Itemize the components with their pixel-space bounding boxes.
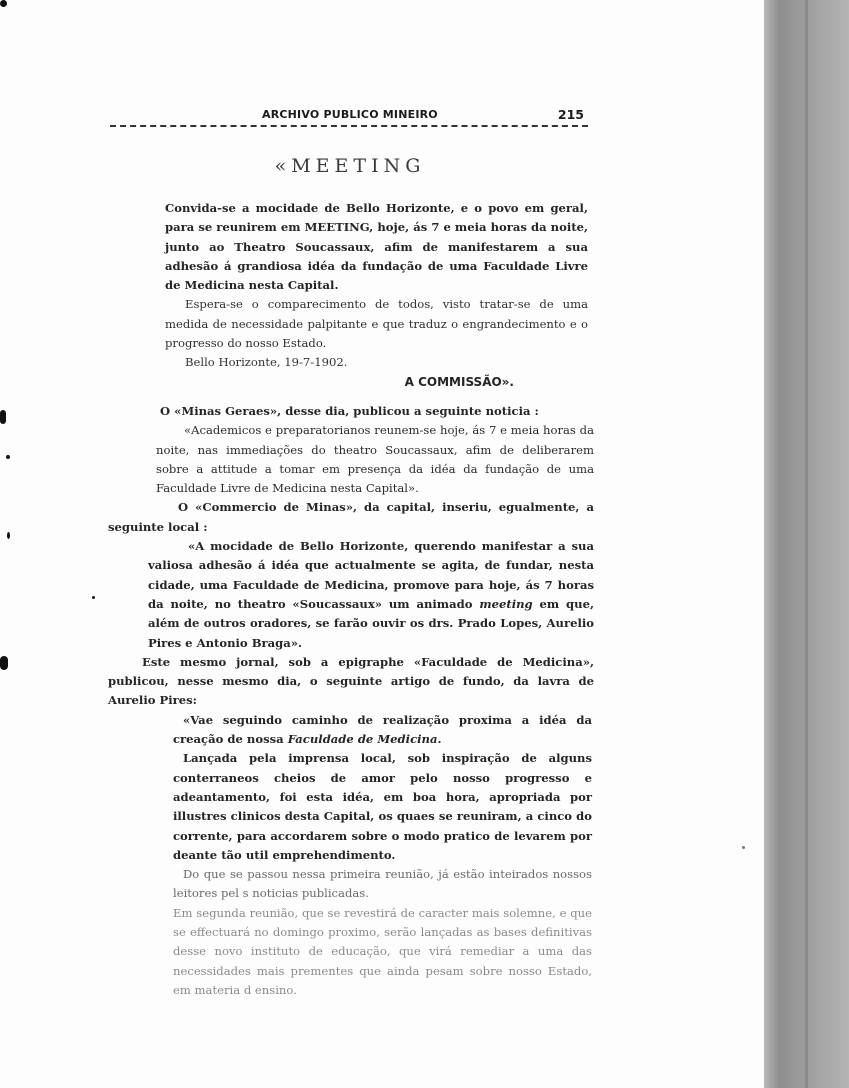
document-text	[108, 199, 594, 1000]
quoted-paragraph: Lançada pela imprensa local, sob inspiração de alguns conterraneos cheios de amor pelo nosso progresso e adeantamento, foi esta idéa, em boa hora, apropriada por illustres clinicos desta Capital, os quaes se reuniram, a cinco do corrente, para accordarem sobre o modo pratico de levarem por deante tão util emprehendimento.	[173, 751, 592, 862]
scan-speck	[742, 846, 745, 849]
section-title: «MEETING	[274, 155, 426, 177]
scan-speck	[0, 0, 7, 7]
scan-speck	[6, 455, 10, 459]
quoted-paragraph	[108, 537, 594, 653]
paragraph: O «Minas Geraes», desse dia, publicou a seguinte noticia :	[160, 403, 539, 418]
invitation-paragraph: Convida-se a mocidade de Bello Horizonte, e o povo em geral, para se reunirem em MEETING, hoje, ás 7 e meia horas da noite, junto ao Theatro Soucassaux, afim de manifestarem a sua adhesão á grandiosa idéa da fundação de uma Faculdade Livre de Medicina nesta Capital.	[165, 201, 588, 293]
scan-speck	[92, 596, 95, 599]
place-date: Bello Horizonte, 19-7-1902.	[185, 355, 348, 370]
signature: A COMMISSÃO».	[404, 374, 514, 389]
quote-text: «Vae seguindo caminho de realização proxima a idéa da creação de nossa	[173, 712, 592, 747]
scan-speck	[0, 656, 8, 670]
header-rule	[110, 125, 588, 127]
quoted-paragraph: Em segunda reunião, que se revestirá de caracter mais solemne, e que se effectuará no domingo proximo, serão lançadas as bases definitivas desse novo instituto de educação, que virá remediar a uma das necessidades mais prementes que ainda pesam sobre nosso Estado, em materia d ensino.	[173, 905, 592, 997]
invitation-block	[108, 199, 594, 392]
paragraph: Este mesmo jornal, sob a epigraphe «Faculdade de Medicina», publicou, nesse mesmo dia, o seguinte artigo de fundo, da lavra de Aurelio Pires:	[108, 654, 594, 708]
page-number: 215	[557, 107, 584, 122]
quote-text: em que, além de outros oradores, se farão ouvir os drs. Prado Lopes, Aurelio Pires e Antonio Braga».	[148, 596, 594, 650]
scan-speck	[0, 410, 6, 424]
article-quote	[108, 711, 594, 1000]
running-title: ARCHIVO PUBLICO MINEIRO	[262, 108, 438, 121]
quoted-paragraph	[173, 711, 592, 750]
paragraph: O «Commercio de Minas», da capital, inseriu, egualmente, a seguinte local :	[108, 500, 594, 534]
quote-emphasis: meeting	[479, 596, 533, 611]
quoted-paragraph: «Academicos e preparatorianos reunem-se hoje, ás 7 e meia horas da noite, nas immediações do theatro Soucassaux, afim de deliberarem sobre a attitude a tomar em presença da idéa da fundação de uma Faculdade Livre de Medicina nesta Capital».	[156, 423, 594, 496]
quote-text: «A mocidade de Bello Horizonte, querendo manifestar a sua valiosa adhesão á idéa que actualmente se agita, de fundar, nesta cidade, uma Faculdade de Medicina, promove para hoje, ás 7 horas da noite, no theatro «Soucassaux» um animado	[148, 539, 594, 611]
invitation-paragraph: Espera-se o comparecimento de todos, visto tratar-se de uma medida de necessidade palpitante e que traduz o engrandecimento e o progresso do nosso Estado.	[165, 297, 588, 351]
scan-speck	[7, 532, 10, 539]
quote-emphasis: Faculdade de Medicina.	[287, 732, 442, 747]
quoted-paragraph: Do que se passou nessa primeira reunião, já estão inteirados nossos leitores pel s noticias publicadas.	[173, 867, 592, 901]
page-edge-shadow	[805, 0, 808, 1088]
